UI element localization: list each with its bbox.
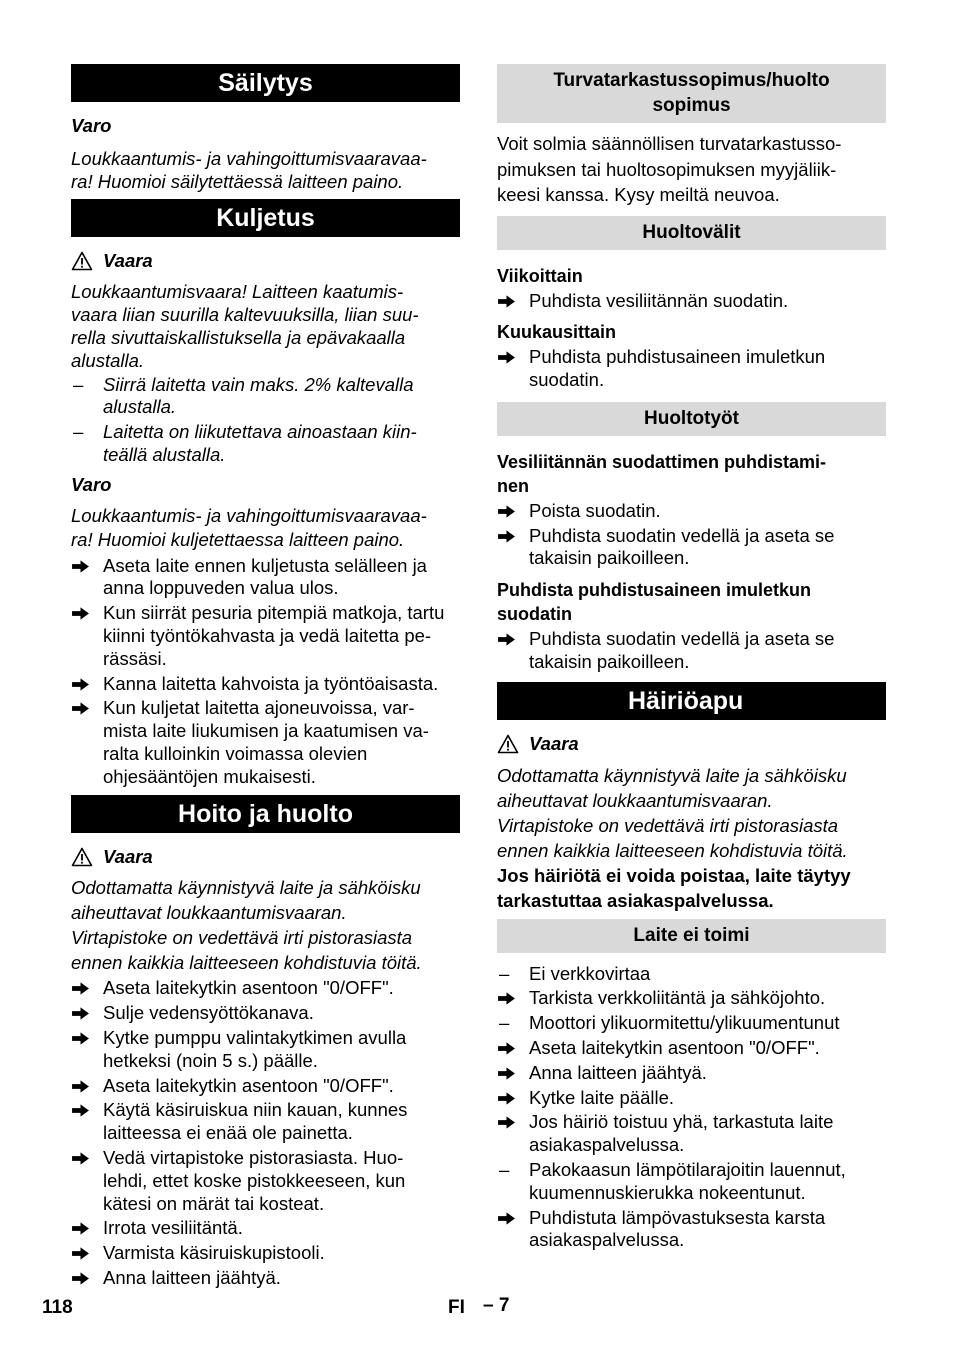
instruction-step <box>497 1087 886 1110</box>
warning-triangle-icon <box>71 847 93 867</box>
item-text: Poista suodatin. <box>529 499 661 521</box>
caution-text: Loukkaantumis- ja vahingoittumisvaaravaa- ra! Huomioi säilytettäessä laitteen paino. <box>71 147 427 192</box>
dash-marker: – <box>73 421 84 443</box>
instruction-step <box>497 1037 886 1060</box>
text-line: ennen kaikkia laitteeseen kohdistuvia töitä. <box>71 952 422 974</box>
caution-text <box>71 504 460 553</box>
contract-text <box>497 131 886 208</box>
item-text: Kytke laite päälle. <box>529 1086 675 1108</box>
instruction-step <box>497 1062 886 1085</box>
dash-marker: – <box>499 1159 510 1181</box>
maintenance-subtitle <box>497 578 886 626</box>
item-text: Käytä käsiruiskua niin kauan, kunnes <box>103 1099 408 1121</box>
item-text: Puhdistuta lämpövastuksesta karsta <box>529 1206 826 1228</box>
item-text: Kytke pumppu valintakytkimen avulla <box>103 1026 407 1048</box>
item-text: laitteessa ei enää ole painetta. <box>103 1122 353 1144</box>
text-line: keesi kanssa. Kysy meiltä neuvoa. <box>497 184 780 205</box>
weekly-label: Viikoittain <box>497 265 583 286</box>
item-text: Kun kuljetat laitetta ajoneuvoissa, var- <box>103 697 415 719</box>
text-line: rella sivuttaiskallistuksella ja epävakaalla <box>71 326 406 348</box>
item-text: Varmista käsiruiskupistooli. <box>103 1242 325 1264</box>
item-text: Puhdista suodatin vedellä ja aseta se <box>529 628 835 650</box>
maintenance-steps <box>497 628 886 674</box>
item-text: Laitetta on liikutettava ainoastaan kiin- <box>103 421 417 443</box>
arrow-right-icon <box>497 987 521 1012</box>
arrow-right-icon <box>71 1217 95 1242</box>
instruction-step <box>71 1002 460 1025</box>
dash-marker: – <box>73 373 84 395</box>
instruction-step <box>71 977 460 1000</box>
item-text: Aseta laitekytkin asentoon "0/OFF". <box>103 977 394 999</box>
arrow-right-icon <box>71 977 95 1002</box>
instruction-step <box>497 525 886 571</box>
warning-triangle-icon <box>497 734 519 754</box>
text-line: alustalla. <box>71 349 145 371</box>
item-text: takaisin paikoilleen. <box>529 651 690 673</box>
section-title-transport: Kuljetus <box>71 199 460 237</box>
instruction-step <box>71 1267 460 1290</box>
item-text: alustalla. <box>103 396 177 418</box>
item-text: rässäsi. <box>103 647 167 669</box>
care-steps <box>71 977 460 1289</box>
monthly-steps <box>497 346 886 392</box>
danger-heading: Vaara <box>71 249 460 274</box>
item-text: kiinni työntökahvasta ja vedä laitetta pe- <box>103 624 432 646</box>
dash-list <box>71 374 460 467</box>
item-text: asiakaspalvelussa. <box>529 1229 685 1251</box>
item-text: Aseta laite ennen kuljetusta selälleen ja <box>103 554 427 576</box>
text-line: suodatin <box>497 604 572 625</box>
right-column <box>497 64 886 1252</box>
arrow-right-icon <box>71 673 95 698</box>
item-text: Pakokaasun lämpötilarajoitin lauennut, <box>529 1159 846 1181</box>
danger-text <box>71 875 460 975</box>
monthly-label: Kuukausittain <box>497 322 617 343</box>
text-line: Virtapistoke on vedettävä irti pistorasiasta <box>71 927 413 949</box>
transport-steps <box>71 555 460 789</box>
caution-label: Varo <box>71 115 112 136</box>
arrow-right-icon <box>497 346 521 371</box>
instruction-step <box>71 697 460 788</box>
danger-text <box>497 763 886 863</box>
text-line: nen <box>497 475 530 496</box>
danger-text <box>71 280 460 372</box>
warning-triangle-icon <box>71 251 93 271</box>
arrow-right-icon <box>497 1037 521 1062</box>
section-title-not-working: Laite ei toimi <box>497 919 886 953</box>
section-page: – 7 <box>483 1295 510 1316</box>
text-line: aiheuttavat loukkaantumisvaaran. <box>71 902 347 924</box>
instruction-step <box>497 1207 886 1253</box>
item-text: Ei verkkovirtaa <box>529 962 651 984</box>
dash-marker: – <box>499 962 510 984</box>
dash-list-item <box>497 963 886 986</box>
section-title-care: Hoito ja huolto <box>71 795 460 833</box>
arrow-right-icon <box>497 290 521 315</box>
item-text: Irrota vesiliitäntä. <box>103 1217 243 1239</box>
item-text: hetkeksi (noin 5 s.) päälle. <box>103 1049 318 1071</box>
instruction-step <box>497 290 886 313</box>
text-line: vaara liian suurilla kaltevuuksilla, liian suu- <box>71 303 419 325</box>
arrow-right-icon <box>497 1087 521 1112</box>
item-text: Puhdista puhdistusaineen imuletkun <box>529 346 826 368</box>
instruction-step <box>497 628 886 674</box>
arrow-right-icon <box>71 697 95 722</box>
item-text: Puhdista vesiliitännän suodatin. <box>529 289 789 311</box>
arrow-right-icon <box>497 1111 521 1136</box>
section-title-intervals: Huoltovälit <box>497 216 886 250</box>
danger-note <box>497 863 886 913</box>
left-column <box>71 64 460 1290</box>
arrow-right-icon <box>71 1002 95 1027</box>
arrow-right-icon <box>71 1147 95 1172</box>
text-line: Loukkaantumis- ja vahingoittumisvaaravaa- <box>71 504 427 526</box>
maintenance-subtitle <box>497 450 886 498</box>
danger-heading: Vaara <box>497 732 886 757</box>
dash-list-item <box>497 1159 886 1205</box>
section-title-troubleshooting: Häiriöapu <box>497 682 886 720</box>
instruction-step <box>71 602 460 670</box>
text-line: Loukkaantumisvaara! Laitteen kaatumis- <box>71 280 404 302</box>
instruction-step <box>497 346 886 392</box>
item-text: lehdi, ettet koske pistokkeeseen, kun <box>103 1169 406 1191</box>
arrow-right-icon <box>497 1062 521 1087</box>
arrow-right-icon <box>71 602 95 627</box>
arrow-right-icon <box>71 1099 95 1124</box>
instruction-step <box>71 555 460 601</box>
arrow-right-icon <box>71 1075 95 1100</box>
arrow-right-icon <box>71 1267 95 1292</box>
language-code: FI <box>448 1297 465 1318</box>
dash-marker: – <box>499 1012 510 1034</box>
item-text: Aseta laitekytkin asentoon "0/OFF". <box>103 1074 394 1096</box>
text-line: Odottamatta käynnistyvä laite ja sähköisku <box>71 877 421 899</box>
maintenance-steps <box>497 500 886 570</box>
item-text: Puhdista suodatin vedellä ja aseta se <box>529 524 835 546</box>
item-text: Anna laitteen jäähtyä. <box>529 1061 707 1083</box>
section-title-contract: Turvatarkastussopimus/huolto sopimus <box>497 64 886 123</box>
instruction-step <box>497 500 886 523</box>
caution-label: Varo <box>71 473 112 495</box>
item-text: Moottori ylikuormitettu/ylikuumentunut <box>529 1012 840 1034</box>
instruction-step <box>71 1099 460 1145</box>
weekly-steps <box>497 290 886 313</box>
text-line: Voit solmia säännöllisen turvatarkastusso- <box>497 133 842 154</box>
item-text: mista laite liukumisen ja kaatumisen va- <box>103 720 429 742</box>
item-text: Anna laitteen jäähtyä. <box>103 1266 281 1288</box>
item-text: suodatin. <box>529 369 605 391</box>
arrow-right-icon <box>71 1242 95 1267</box>
arrow-right-icon <box>71 555 95 580</box>
page-number: 118 <box>42 1297 73 1318</box>
text-line: pimuksen tai huoltosopimuksen myyjäliik- <box>497 158 837 180</box>
instruction-step <box>71 1217 460 1240</box>
item-text: Sulje vedensyöttökanava. <box>103 1002 314 1024</box>
item-text: Kanna laitetta kahvoista ja työntöaisasta. <box>103 672 439 694</box>
text-line: Vesiliitännän suodattimen puhdistami- <box>497 451 827 472</box>
arrow-right-icon <box>497 525 521 550</box>
item-text: teällä alustalla. <box>103 443 226 465</box>
arrow-right-icon <box>497 500 521 525</box>
text-line: ennen kaikkia laitteeseen kohdistuvia töitä. <box>497 839 848 861</box>
instruction-step <box>71 673 460 696</box>
item-text: Aseta laitekytkin asentoon "0/OFF". <box>529 1037 820 1059</box>
instruction-step <box>71 1075 460 1098</box>
text-line: Odottamatta käynnistyvä laite ja sähköisku <box>497 764 847 786</box>
item-text: anna loppuveden valua ulos. <box>103 577 339 599</box>
instruction-step <box>71 1242 460 1265</box>
text-line: Virtapistoke on vedettävä irti pistorasiasta <box>497 814 839 836</box>
instruction-step <box>497 1111 886 1157</box>
item-text: Siirrä laitetta vain maks. 2% kaltevalla <box>103 373 414 395</box>
arrow-right-icon <box>497 1207 521 1232</box>
instruction-step <box>71 1027 460 1073</box>
section-title-storage: Säilytys <box>71 64 460 102</box>
item-text: kuumennuskierukka nokeentunut. <box>529 1181 806 1203</box>
item-text: ralta kulloinkin voimassa olevien <box>103 742 368 764</box>
danger-heading: Vaara <box>71 845 460 870</box>
text-line: Jos häiriötä ei voida poistaa, laite täytyy <box>497 864 851 886</box>
item-text: ohjesääntöjen mukaisesti. <box>103 765 316 787</box>
item-text: Tarkista verkkoliitäntä ja sähköjohto. <box>529 987 826 1009</box>
dash-list-item <box>71 374 460 420</box>
text-line: tarkastuttaa asiakaspalvelussa. <box>497 889 774 911</box>
arrow-right-icon <box>71 1027 95 1052</box>
instruction-step <box>497 987 886 1010</box>
item-text: Jos häiriö toistuu yhä, tarkastuta laite <box>529 1111 834 1133</box>
section-title-maintenance: Huoltotyöt <box>497 402 886 436</box>
item-text: Vedä virtapistoke pistorasiasta. Huo- <box>103 1146 404 1168</box>
item-text: kätesi on märät tai kosteat. <box>103 1192 325 1214</box>
dash-list-item <box>71 421 460 467</box>
text-line: aiheuttavat loukkaantumisvaaran. <box>497 789 773 811</box>
text-line: Puhdista puhdistusaineen imuletkun <box>497 580 812 601</box>
dash-list-item <box>497 1012 886 1035</box>
text-line: ra! Huomioi kuljetettaessa laitteen paino. <box>71 529 405 551</box>
troubleshooting-items <box>497 963 886 1253</box>
item-text: Kun siirrät pesuria pitempiä matkoja, tartu <box>103 602 445 624</box>
item-text: takaisin paikoilleen. <box>529 547 690 569</box>
arrow-right-icon <box>497 628 521 653</box>
instruction-step <box>71 1147 460 1215</box>
item-text: asiakaspalvelussa. <box>529 1134 685 1156</box>
